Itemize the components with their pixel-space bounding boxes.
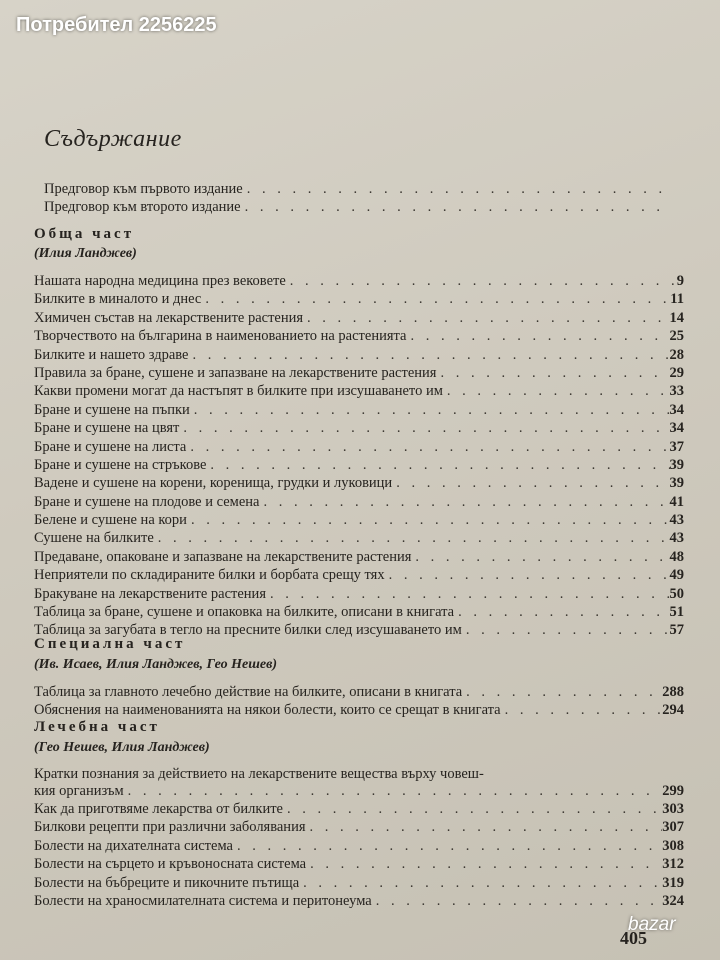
toc-entry-page: 34 (669, 401, 684, 418)
bazar-logo: bazar (628, 914, 676, 935)
toc-entry-title: Обяснения на наименованията на някои болести, които се срещат в книгата (34, 702, 501, 719)
section-authors-general: (Илия Ланджев) (34, 246, 137, 261)
section-title-special: Специална част (34, 636, 186, 652)
toc-entry-title: Бране и сушене на листа (34, 438, 187, 455)
toc-entry-page: 57 (669, 622, 684, 639)
toc-entry (34, 529, 684, 547)
leader-dots (406, 327, 669, 345)
toc-entry (34, 585, 684, 603)
toc-entry-page: 307 (662, 819, 684, 836)
leader-dots (436, 364, 669, 382)
toc-entry (34, 272, 684, 290)
leader-dots (241, 198, 664, 216)
toc-entry (34, 382, 684, 400)
toc-entry-page: 319 (662, 874, 684, 891)
toc-entry-page: 308 (662, 837, 684, 854)
leader-dots (188, 346, 669, 364)
toc-entry-title: Билкови рецепти при различни заболявания (34, 819, 306, 836)
toc-entry (34, 456, 684, 474)
toc-entry (34, 818, 684, 836)
toc-entry (34, 474, 684, 492)
toc-entry (34, 419, 684, 437)
toc-entry-title: Болести на сърцето и кръвоносната система (34, 856, 307, 873)
medical-first-line2: кия организъм (34, 783, 124, 799)
leader-dots (179, 419, 669, 437)
leader-dots (372, 892, 663, 910)
toc-entry-title: Какви промени могат да настъпят в билките при изсушаването им (34, 383, 443, 400)
toc-entry (34, 401, 684, 419)
toc-entry-page: 37 (669, 438, 684, 455)
toc-entry-title: Сушене на билките (34, 530, 154, 547)
special-toc-list (34, 683, 684, 720)
toc-entry-page: 34 (669, 420, 684, 437)
toc-entry-title: Правила за бране, сушене и запазване на лекарствените растения (34, 364, 437, 381)
toc-entry-page: 312 (662, 856, 684, 873)
toc-entry (44, 198, 664, 216)
medical-first-line1: Кратки познания за действието на лекарствените вещества върху човеш- (34, 766, 484, 782)
toc-entry-page: 288 (662, 684, 684, 700)
section-authors-special: (Ив. Исаев, Илия Ланджев, Гео Нешев) (34, 657, 277, 672)
toc-entry-page: 41 (669, 493, 684, 510)
leader-dots (206, 456, 669, 474)
leader-dots (190, 401, 670, 419)
leader-dots (266, 585, 670, 603)
toc-entry-title: Предговор към първото издание (44, 181, 243, 197)
toc-entry (34, 548, 684, 566)
leader-dots (201, 290, 670, 308)
toc-entry (34, 327, 684, 345)
toc-entry-title: Билките и нашето здраве (34, 346, 189, 363)
toc-entry-title: Нашата народна медицина през вековете (34, 273, 286, 289)
medical-toc-list (34, 800, 684, 910)
toc-entry (34, 837, 684, 855)
toc-entry-page: 11 (670, 291, 684, 308)
leader-dots (385, 566, 670, 584)
toc-entry (34, 683, 684, 701)
toc-entry-page: 14 (669, 309, 684, 326)
toc-entry-page: 303 (662, 801, 684, 817)
leader-dots (233, 837, 662, 855)
toc-entry-page: 43 (669, 530, 684, 547)
toc-entry-page: 28 (669, 346, 684, 363)
preface-list (44, 180, 664, 217)
toc-entry-page: 50 (669, 585, 684, 602)
medical-first-entry (34, 766, 684, 800)
leader-dots (462, 683, 662, 701)
toc-entry (34, 874, 684, 892)
leader-dots (187, 511, 670, 529)
toc-entry-title: Вадене и сушене на корени, коренища, грудки и луковици (34, 475, 393, 492)
toc-entry-title: Бране и сушене на плодове и семена (34, 493, 260, 510)
toc-entry-title: Бране и сушене на цвят (34, 420, 180, 437)
toc-entry-title: Неприятели по складираните билки и борбата срещу тях (34, 567, 385, 584)
leader-dots (259, 493, 669, 511)
toc-entry-page: 324 (662, 892, 684, 909)
toc-entry-page: 25 (669, 328, 684, 345)
toc-entry-title: Предговор към второто издание (44, 199, 241, 216)
leader-dots (306, 818, 663, 836)
toc-entry-title: Таблица за загубата в тегло на пресните билки след изсушаването им (34, 622, 462, 639)
toc-entry-title: Болести на храносмилателната система и перитонеума (34, 892, 372, 909)
section-title-general: Обща част (34, 226, 135, 242)
toc-entry (34, 364, 684, 382)
general-toc-list (34, 272, 684, 640)
toc-entry (34, 892, 684, 910)
toc-entry (34, 309, 684, 327)
leader-dots (454, 603, 669, 621)
toc-entry (34, 493, 684, 511)
leader-dots (243, 180, 664, 198)
toc-entry-title: Болести на бъбреците и пикочните пътища (34, 874, 300, 891)
toc-entry-title: Предаване, опаковане и запазване на лекарствените растения (34, 548, 412, 565)
toc-entry-page: 294 (662, 702, 684, 719)
page-title: Съдържание (44, 126, 182, 152)
toc-entry-page: 39 (669, 475, 684, 492)
toc-entry-title: Белене и сушене на кори (34, 512, 187, 529)
leader-dots (306, 855, 662, 873)
medical-first-page: 299 (662, 783, 684, 799)
leader-dots (299, 874, 662, 892)
toc-entry-page: 9 (676, 273, 684, 289)
toc-entry-page: 48 (669, 548, 684, 565)
leader-dots (283, 800, 662, 818)
section-title-medical: Лечебна част (34, 719, 160, 735)
toc-entry-page: 33 (669, 383, 684, 400)
toc-entry-page: 49 (669, 567, 684, 584)
toc-entry (34, 603, 684, 621)
leader-dots (443, 382, 670, 400)
user-watermark: Потребител 2256225 (16, 14, 217, 36)
toc-entry-title: Таблица за бране, сушене и опаковка на билките, описани в книгата (34, 604, 455, 621)
toc-entry-page: 43 (669, 512, 684, 529)
section-authors-medical: (Гео Нешев, Илия Ланджев) (34, 740, 210, 755)
toc-entry (44, 180, 664, 198)
leader-dots (501, 701, 663, 719)
toc-entry-page: 51 (669, 604, 684, 621)
toc-entry-title: Бракуване на лекарствените растения (34, 585, 266, 602)
toc-entry-title: Таблица за главното лечебно действие на билките, описани в книгата (34, 684, 463, 700)
toc-entry-page: 39 (669, 456, 684, 473)
toc-entry (34, 511, 684, 529)
leader-dots (286, 272, 677, 290)
toc-entry (34, 566, 684, 584)
page-number: 405 (620, 928, 647, 948)
toc-entry (34, 290, 684, 308)
toc-entry-title: Творчеството на българина в наименованието на растенията (34, 328, 407, 345)
toc-entry-title: Билките в миналото и днес (34, 291, 202, 308)
toc-entry (34, 346, 684, 364)
toc-entry (34, 855, 684, 873)
toc-entry (34, 800, 684, 818)
leader-dots (411, 548, 669, 566)
toc-entry-page: 29 (669, 364, 684, 381)
toc-entry (34, 438, 684, 456)
leader-dots (462, 621, 670, 639)
leader-dots (154, 529, 670, 547)
toc-entry-title: Бране и сушене на стръкове (34, 456, 207, 473)
toc-entry-title: Как да приготвяме лекарства от билките (34, 801, 283, 817)
leader-dots (303, 309, 669, 327)
toc-entry-title: Бране и сушене на пъпки (34, 401, 190, 418)
leader-dots (186, 438, 669, 456)
leader-dots (392, 474, 669, 492)
toc-entry-title: Химичен състав на лекарствените растения (34, 309, 304, 326)
toc-entry-title: Болести на дихателната система (34, 837, 233, 854)
leader-dots (124, 783, 663, 800)
toc-entry (34, 701, 684, 719)
